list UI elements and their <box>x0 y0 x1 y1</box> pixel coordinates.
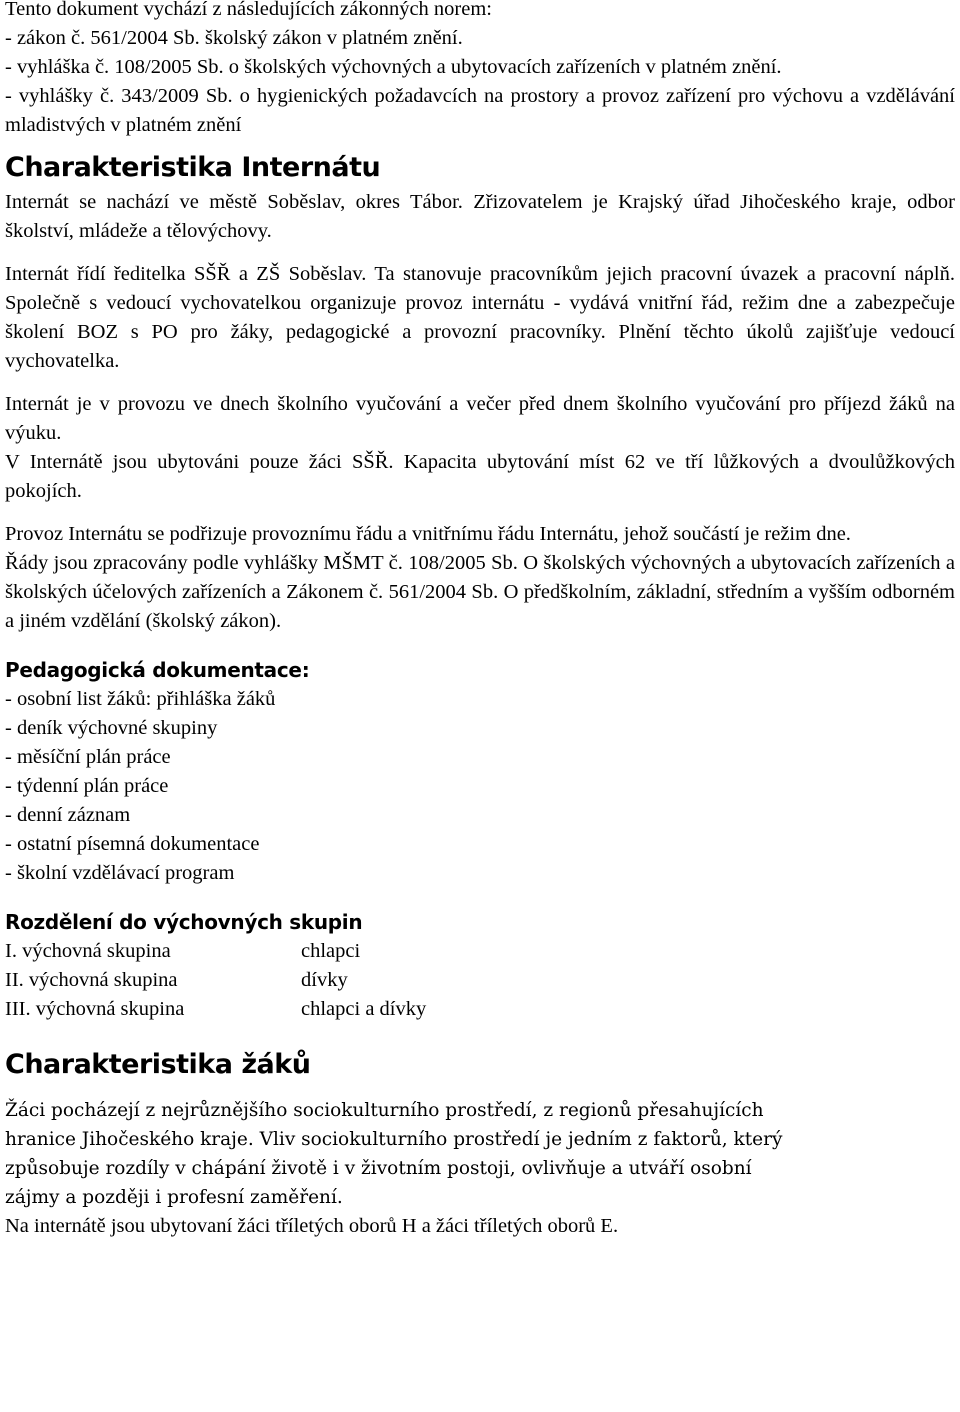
list-item: - ostatní písemná dokumentace <box>5 833 260 855</box>
paragraph: Řády jsou zpracovány podle vyhlášky MŠMT č. 108/2005 Sb. O školských výchovných a ubytovacích zařízeních a školských účelových zařízeních a Zákonem č. 561/2004 Sb. O předškolním, základní, středním a vyšším odborném a jiném vzdělání (školský zákon). <box>5 552 955 632</box>
students-description <box>5 1096 955 1212</box>
paragraph: Na internátě jsou ubytovaní žáci tříletých oborů H a žáci tříletých oborů E. <box>5 1215 619 1237</box>
section-title-groups: Rozdělení do výchovných skupin <box>5 910 363 934</box>
group-members: chlapci <box>301 940 361 962</box>
table-row <box>5 937 426 966</box>
group-name: II. výchovná skupina <box>5 969 178 991</box>
paragraph: V Internátě jsou ubytováni pouze žáci SŠŘ. Kapacita ubytování míst 62 ve tří lůžkových a dvoulůžkových pokojích. <box>5 451 955 502</box>
text-line: zájmy a později i profesní zaměření. <box>5 1187 343 1208</box>
legal-basis <box>5 0 955 140</box>
group-name: I. výchovná skupina <box>5 940 171 962</box>
paragraph: Internát řídí ředitelka SŠŘ a ZŠ Soběslav. Ta stanovuje pracovníkům jejich pracovní úvazek a pracovní náplň. Společně s vedoucí vychovatelkou organizuje provoz internátu - vydává vnitřní řád, režim dne a zabezpečuje školení BOZ s PO pro žáky, pedagogické a provozní pracovníky. Plnění těchto úkolů zajišťuje vedoucí vychovatelka. <box>5 263 955 372</box>
section-title-documentation: Pedagogická dokumentace: <box>5 658 310 682</box>
documentation-list <box>5 685 955 888</box>
document-page <box>5 0 955 1241</box>
list-item: - deník výchovné skupiny <box>5 717 218 739</box>
paragraph: Internát se nachází ve městě Soběslav, okres Tábor. Zřizovatelem je Krajský úřad Jihočeského kraje, odbor školství, mládeže a tělovýchovy. <box>5 191 955 242</box>
list-item: - měsíční plán práce <box>5 746 171 768</box>
list-item: - denní záznam <box>5 804 131 826</box>
text-line: způsobuje rozdíly v chápání životě i v životním postoji, ovlivňuje a utváří osobní <box>5 1158 752 1179</box>
text-line: Žáci pocházejí z nejrůznějšího sociokulturního prostředí, z regionů přesahujících <box>5 1100 764 1121</box>
text-line: hranice Jihočeského kraje. Vliv sociokulturního prostředí je jedním z faktorů, který <box>5 1129 783 1150</box>
list-item: - školní vzdělávací program <box>5 862 235 884</box>
group-name: III. výchovná skupina <box>5 998 185 1020</box>
legal-item: - zákon č. 561/2004 Sb. školský zákon v platném znění. <box>5 27 463 49</box>
group-members: chlapci a dívky <box>301 998 427 1020</box>
list-item: - týdenní plán práce <box>5 775 169 797</box>
group-members: dívky <box>301 969 348 991</box>
paragraph: Provoz Internátu se podřizuje provoznímu řádu a vnitřnímu řádu Internátu, jehož součástí je režim dne. <box>5 523 851 545</box>
paragraph: Internát je v provozu ve dnech školního vyučování a večer před dnem školního vyučování pro příjezd žáků na výuku. <box>5 393 955 444</box>
section-title-students: Charakteristika žáků <box>5 1049 311 1080</box>
legal-item: - vyhláška č. 108/2005 Sb. o školských výchovných a ubytovacích zařízeních v platném znění. <box>5 56 782 78</box>
groups-table <box>5 937 426 1024</box>
section-title-internat: Charakteristika Internátu <box>5 152 381 183</box>
legal-basis-lead: Tento dokument vychází z následujících zákonných norem: <box>5 0 492 20</box>
legal-item: - vyhlášky č. 343/2009 Sb. o hygienických požadavcích na prostory a provoz zařízení pro výchovu a vzdělávání mladistvých v platném znění <box>5 85 955 136</box>
table-row <box>5 995 426 1024</box>
list-item: - osobní list žáků: přihláška žáků <box>5 688 276 710</box>
table-row <box>5 966 426 995</box>
